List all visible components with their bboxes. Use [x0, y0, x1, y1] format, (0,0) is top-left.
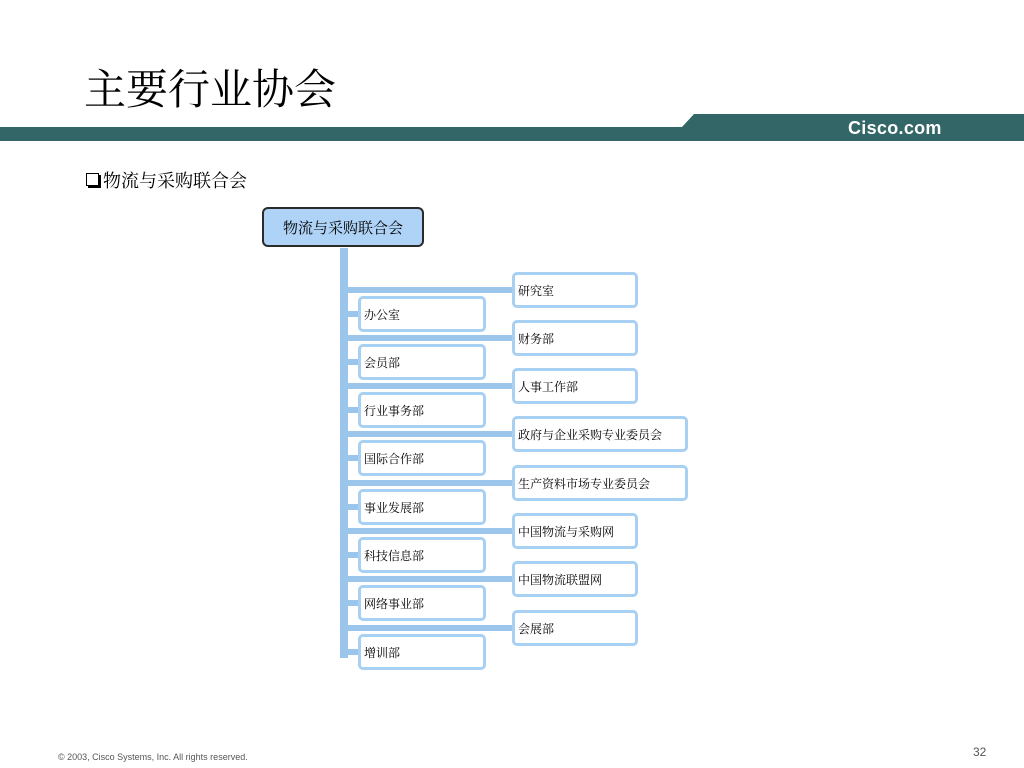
- org-node-left: 事业发展部: [358, 489, 486, 525]
- org-node-right: 研究室: [512, 272, 638, 308]
- connector-right: [344, 625, 514, 631]
- connector-trunk: [340, 248, 348, 658]
- org-root-node: 物流与采购联合会: [262, 207, 424, 247]
- connector-right: [344, 383, 514, 389]
- org-node-left: 网络事业部: [358, 585, 486, 621]
- org-node-right: 人事工作部: [512, 368, 638, 404]
- slide-title: 主要行业协会: [84, 65, 337, 114]
- bullet-item: [86, 170, 247, 194]
- org-node-right: 财务部: [512, 320, 638, 356]
- connector-right: [344, 335, 514, 341]
- org-node-left: 办公室: [358, 296, 486, 332]
- connector-right: [344, 528, 514, 534]
- checkbox-bullet-icon: [86, 173, 99, 186]
- org-node-right: 中国物流与采购网: [512, 513, 638, 549]
- org-node-right: 生产资料市场专业委员会: [512, 465, 688, 501]
- org-node-right: 会展部: [512, 610, 638, 646]
- org-node-left: 行业事务部: [358, 392, 486, 428]
- connector-right: [344, 480, 514, 486]
- connector-right: [344, 431, 514, 437]
- org-node-right: 政府与企业采购专业委员会: [512, 416, 688, 452]
- org-node-left: 会员部: [358, 344, 486, 380]
- brand-logo-text: Cisco.com: [848, 118, 942, 138]
- org-node-right: 中国物流联盟网: [512, 561, 638, 597]
- connector-right: [344, 576, 514, 582]
- copyright-footer: © 2003, Cisco Systems, Inc. All rights reserved.: [58, 752, 248, 762]
- org-node-left: 国际合作部: [358, 440, 486, 476]
- org-node-left: 科技信息部: [358, 537, 486, 573]
- org-node-left: 增训部: [358, 634, 486, 670]
- connector-right: [344, 287, 514, 293]
- bullet-text: 物流与采购联合会: [103, 171, 247, 192]
- page-number: 32: [973, 745, 987, 759]
